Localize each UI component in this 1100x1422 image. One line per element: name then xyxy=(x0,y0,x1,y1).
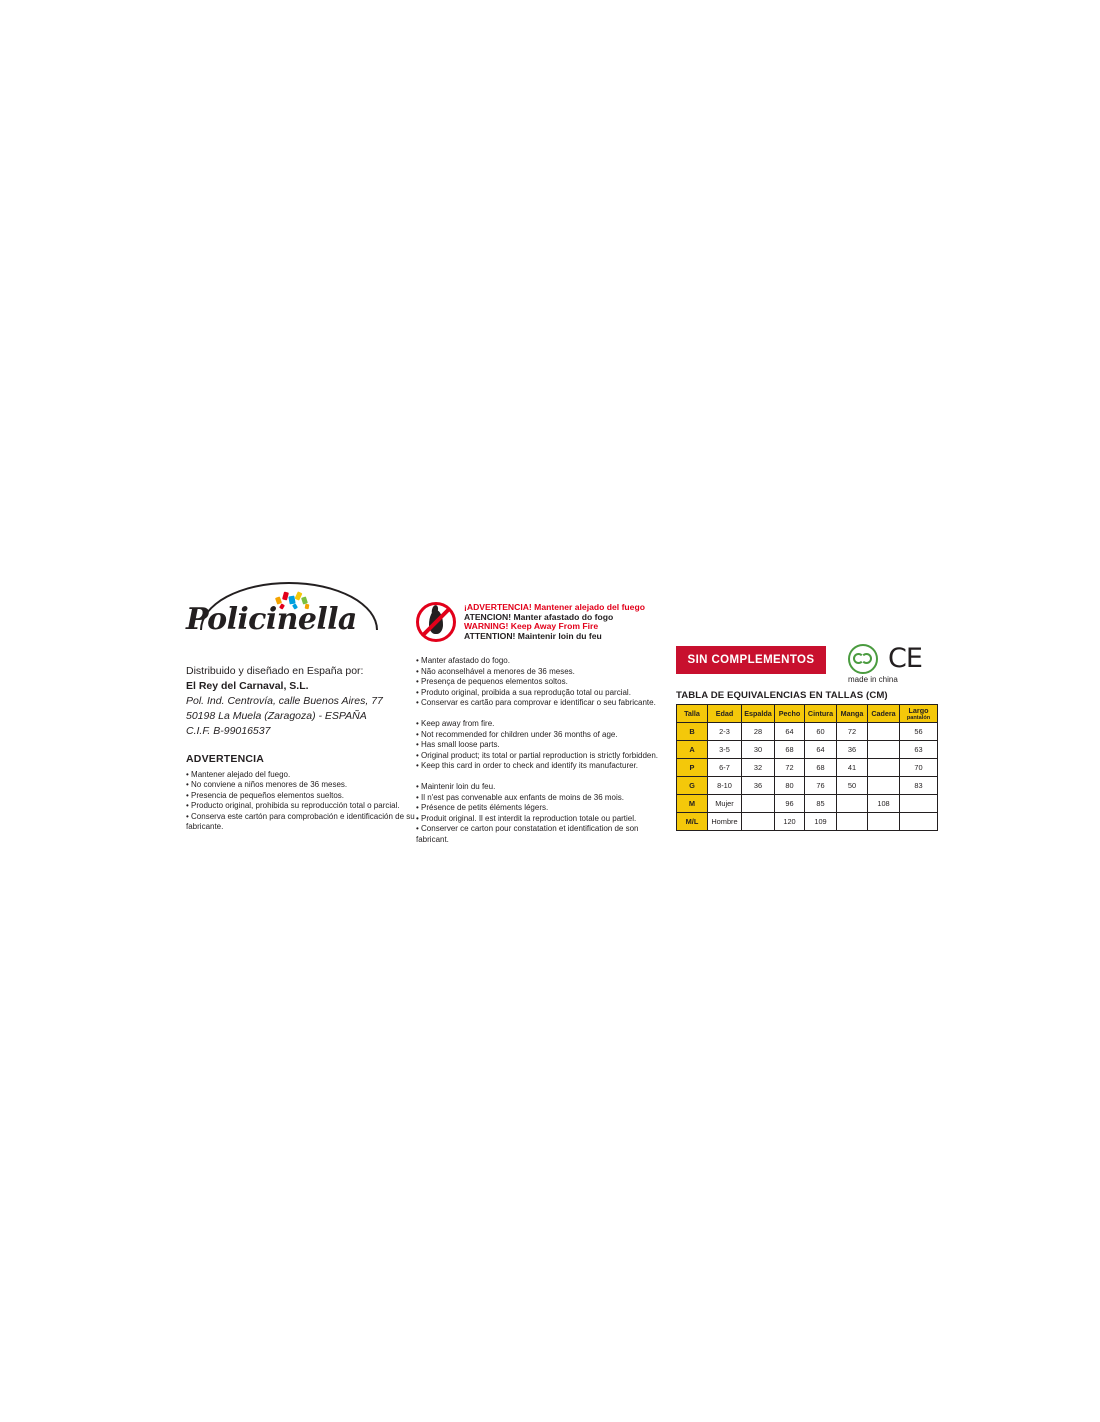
cell-edad: 8-10 xyxy=(708,777,742,795)
cell-edad: Mujer xyxy=(708,795,742,813)
list-item: • Presencia de pequeños elementos sueltos. xyxy=(186,790,345,800)
list-item: • Il n'est pas convenable aux enfants de moins de 36 mois. xyxy=(416,792,625,802)
brand-name: Policinella xyxy=(186,602,357,637)
cell-cintura: 60 xyxy=(805,723,837,741)
cell-largo: 63 xyxy=(900,741,938,759)
warning-headings xyxy=(464,603,645,641)
company-name: El Rey del Carnaval, S.L. xyxy=(186,680,309,692)
list-item: • No conviene a niños menores de 36 meses. xyxy=(186,780,348,790)
list-item: • Conserver ce carton pour constatation et identification de son fabricant. xyxy=(416,824,639,844)
size-table xyxy=(676,704,938,831)
cell-talla: P xyxy=(677,759,708,777)
table-row xyxy=(677,759,938,777)
cell-pecho: 96 xyxy=(775,795,805,813)
cell-cadera: 108 xyxy=(868,795,900,813)
col-manga: Manga xyxy=(837,705,868,723)
col-largo-label: Largo xyxy=(908,705,929,715)
green-dot-arrow-right xyxy=(861,653,872,664)
list-item: • Not recommended for children under 36 months of age. xyxy=(416,729,618,739)
col-edad: Edad xyxy=(708,705,742,723)
list-item: • Presença de pequenos elementos soltos. xyxy=(416,677,568,687)
no-fire-icon xyxy=(416,602,456,642)
cell-largo: 83 xyxy=(900,777,938,795)
warning-group-pt xyxy=(416,656,656,709)
cell-cintura: 76 xyxy=(805,777,837,795)
table-body xyxy=(677,723,938,831)
cell-cintura: 109 xyxy=(805,813,837,831)
list-item: • Maintenir loin du feu. xyxy=(416,781,496,791)
list-item: • Produto original, proibida a sua reprodução total ou parcial. xyxy=(416,687,631,697)
warning-heading-es: ¡ADVERTENCIA! Mantener alejado del fuego xyxy=(464,602,645,612)
cell-cadera xyxy=(868,741,900,759)
cell-talla: B xyxy=(677,723,708,741)
list-item: • Keep away from fire. xyxy=(416,718,495,728)
warning-heading-en: WARNING! Keep Away From Fire xyxy=(464,621,599,632)
list-item: • Conserva este cartón para comprobación e identificación de su fabricante. xyxy=(186,811,415,832)
cell-manga: 50 xyxy=(837,777,868,795)
company-cif: C.I.F. B-99016537 xyxy=(186,725,271,737)
cell-cadera xyxy=(868,723,900,741)
col-largo xyxy=(900,705,938,723)
cell-pecho: 68 xyxy=(775,741,805,759)
cell-edad: 2-3 xyxy=(708,723,742,741)
address-line-1: Pol. Ind. Centrovía, calle Buenos Aires, 77 xyxy=(186,695,383,707)
cell-manga: 36 xyxy=(837,741,868,759)
left-column xyxy=(186,580,421,832)
list-item: • Keep this card in order to check and identify its manufacturer. xyxy=(416,761,639,771)
warning-heading-pt: ATENCION! Manter afastado do fogo xyxy=(464,611,614,622)
col-pecho: Pecho xyxy=(775,705,805,723)
col-espalda: Espalda xyxy=(742,705,775,723)
cell-talla: G xyxy=(677,777,708,795)
cell-pecho: 72 xyxy=(775,759,805,777)
cell-largo: 70 xyxy=(900,759,938,777)
warning-group-fr xyxy=(416,782,651,846)
table-row xyxy=(677,741,938,759)
status-badge: SIN COMPLEMENTOS xyxy=(676,646,826,674)
list-item: • Mantener alejado del fuego. xyxy=(186,770,291,779)
cell-espalda xyxy=(742,813,775,831)
warning-header xyxy=(416,602,651,648)
cell-cintura: 68 xyxy=(805,759,837,777)
middle-column xyxy=(416,602,659,856)
list-item: • Conservar es cartão para comprovar e identificar o seu fabricante. xyxy=(416,698,656,708)
size-table-title: TABLA DE EQUIVALENCIAS EN TALLAS (CM) xyxy=(676,690,888,701)
cell-cadera xyxy=(868,777,900,795)
table-row xyxy=(677,723,938,741)
cell-talla: M xyxy=(677,795,708,813)
cell-largo xyxy=(900,795,938,813)
cell-pecho: 64 xyxy=(775,723,805,741)
list-item: • Não aconselhável a menores de 36 meses. xyxy=(416,666,575,676)
warning-list-es xyxy=(186,770,421,832)
list-item: • Manter afastado do fogo. xyxy=(416,656,510,665)
cell-espalda: 30 xyxy=(742,741,775,759)
brand-logo xyxy=(186,580,386,650)
warning-heading-fr: ATTENTION! Maintenir loin du feu xyxy=(464,630,602,641)
cell-edad: 6-7 xyxy=(708,759,742,777)
ce-mark: CE xyxy=(888,643,922,674)
badge-row xyxy=(676,644,936,690)
col-cintura: Cintura xyxy=(805,705,837,723)
cell-cintura: 64 xyxy=(805,741,837,759)
table-row xyxy=(677,777,938,795)
address-line-2: 50198 La Muela (Zaragoza) - ESPAÑA xyxy=(186,710,367,722)
cell-espalda: 28 xyxy=(742,723,775,741)
cell-manga xyxy=(837,795,868,813)
cell-pecho: 80 xyxy=(775,777,805,795)
distributor-block xyxy=(186,664,421,739)
warning-group-en xyxy=(416,718,659,772)
green-dot-icon xyxy=(848,644,878,674)
made-in-label: made in china xyxy=(848,675,898,684)
cell-espalda: 32 xyxy=(742,759,775,777)
distributed-label: Distribuido y diseñado en España por: xyxy=(186,665,364,677)
cell-largo xyxy=(900,813,938,831)
cell-pecho: 120 xyxy=(775,813,805,831)
col-talla: Talla xyxy=(677,705,708,723)
col-largo-sub: pantalón xyxy=(906,714,931,721)
list-item: • Has small loose parts. xyxy=(416,740,500,750)
cell-cadera xyxy=(868,759,900,777)
cell-talla: M/L xyxy=(677,813,708,831)
table-row xyxy=(677,813,938,831)
list-item: • Producto original, prohibida su reproducción total o parcial. xyxy=(186,801,400,811)
cell-manga xyxy=(837,813,868,831)
table-header-row xyxy=(677,705,938,723)
cell-edad: Hombre xyxy=(708,813,742,831)
cell-largo: 56 xyxy=(900,723,938,741)
col-cadera: Cadera xyxy=(868,705,900,723)
cell-talla: A xyxy=(677,741,708,759)
cell-manga: 41 xyxy=(837,759,868,777)
cell-espalda: 36 xyxy=(742,777,775,795)
table-row xyxy=(677,795,938,813)
multilingual-warnings xyxy=(416,656,659,846)
warning-title-es: ADVERTENCIA xyxy=(186,753,265,765)
cell-cadera xyxy=(868,813,900,831)
list-item: • Présence de petits éléments légers. xyxy=(416,803,549,813)
right-column xyxy=(676,644,936,831)
cell-espalda xyxy=(742,795,775,813)
list-item: • Original product; its total or partial reproduction is strictly forbidden. xyxy=(416,750,659,760)
cell-edad: 3-5 xyxy=(708,741,742,759)
cell-cintura: 85 xyxy=(805,795,837,813)
list-item: • Produit original. Il est interdit la reproduction totale ou partiel. xyxy=(416,813,637,823)
cell-manga: 72 xyxy=(837,723,868,741)
